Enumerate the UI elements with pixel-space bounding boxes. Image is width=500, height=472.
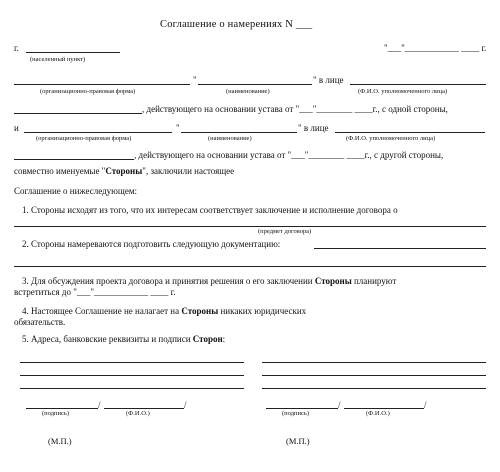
left-fio-line[interactable] [104, 408, 184, 409]
left-details-line-3[interactable] [20, 388, 244, 389]
subject-caption: (предмет договора) [258, 228, 312, 235]
party1-basis: , действующего на основании устава от "___"________ ____г., с одной стороны, [142, 104, 448, 114]
party2-name-line[interactable] [181, 132, 297, 133]
party1-quote-close: " в лице [313, 75, 344, 85]
city-field-line[interactable] [26, 52, 120, 53]
party2-quote-open: " [176, 123, 180, 133]
date-template: "___"____________ ____ г. [384, 43, 487, 53]
left-details-line-2[interactable] [20, 375, 244, 376]
item-1: 1. Стороны исходят из того, что их интересам соответствует заключение и исполнение договора о [22, 205, 398, 215]
party2-basis: , действующего на основании устава от "___"________ ____г., с другой стороны, [134, 150, 444, 160]
party1-name-caption: (наименование) [226, 88, 270, 95]
left-sign-line[interactable] [26, 408, 98, 409]
left-fio-slash: / [184, 400, 187, 410]
party2-name-caption: (наименование) [208, 135, 252, 142]
jointly-text: совместно именуемые "Стороны", заключили настоящее [14, 166, 235, 176]
party1-form-line[interactable] [14, 84, 190, 85]
left-stamp-label: (М.П.) [48, 436, 72, 446]
item-3-line-2: встретиться до "___"____________ ____ г. [14, 287, 176, 297]
city-prefix: г. [14, 43, 19, 53]
documentation-line-1[interactable] [314, 248, 486, 249]
left-details-line-1[interactable] [20, 362, 244, 363]
party2-quote-close: " в лице [298, 123, 329, 133]
agreement-intro: Соглашение о нижеследующем: [14, 186, 138, 196]
right-sign-line[interactable] [266, 408, 338, 409]
party2-form-line[interactable] [24, 132, 172, 133]
left-sign-caption: (подпись) [42, 410, 69, 417]
party1-rep-line[interactable] [14, 113, 142, 114]
right-fio-line[interactable] [344, 408, 424, 409]
party1-quote-open: " [193, 75, 197, 85]
right-fio-caption: (Ф.И.О.) [366, 410, 390, 417]
party1-fio-line[interactable] [350, 84, 486, 85]
party2-form-caption: (организационно-правовая форма) [36, 135, 132, 142]
party2-fio-caption: (Ф.И.О. уполномоченного лица) [346, 135, 436, 142]
right-details-line-2[interactable] [262, 375, 486, 376]
left-sign-slash: / [98, 400, 101, 410]
party2-fio-line[interactable] [335, 132, 485, 133]
right-details-line-3[interactable] [262, 388, 486, 389]
left-fio-caption: (Ф.И.О.) [126, 410, 150, 417]
contract-subject-line[interactable] [14, 226, 486, 227]
party1-fio-caption: (Ф.И.О. уполномоченного лица) [358, 88, 448, 95]
item-2: 2. Стороны намереваются подготовить следующую документацию: [22, 239, 281, 249]
item-3-line-1: 3. Для обсуждения проекта договора и принятия решения о его заключении Стороны планируют [22, 276, 397, 286]
item-4-line-1: 4. Настоящее Соглашение не налагает на Стороны никаких юридических [22, 306, 307, 316]
right-sign-slash: / [338, 400, 341, 410]
item-4-line-2: обязательств. [14, 317, 66, 327]
party1-name-line[interactable] [198, 84, 312, 85]
party2-and: и [14, 123, 19, 133]
place-caption: (населенный пункт) [30, 56, 86, 63]
item-5: 5. Адреса, банковские реквизиты и подписи Сторон: [22, 334, 226, 344]
party1-form-caption: (организационно-правовая форма) [40, 88, 136, 95]
right-fio-slash: / [424, 400, 427, 410]
right-details-line-1[interactable] [262, 362, 486, 363]
right-sign-caption: (подпись) [282, 410, 309, 417]
documentation-line-2[interactable] [14, 266, 486, 267]
document-title: Соглашение о намерениях N ___ [160, 19, 313, 30]
party2-rep-line[interactable] [14, 159, 134, 160]
right-stamp-label: (М.П.) [286, 436, 310, 446]
